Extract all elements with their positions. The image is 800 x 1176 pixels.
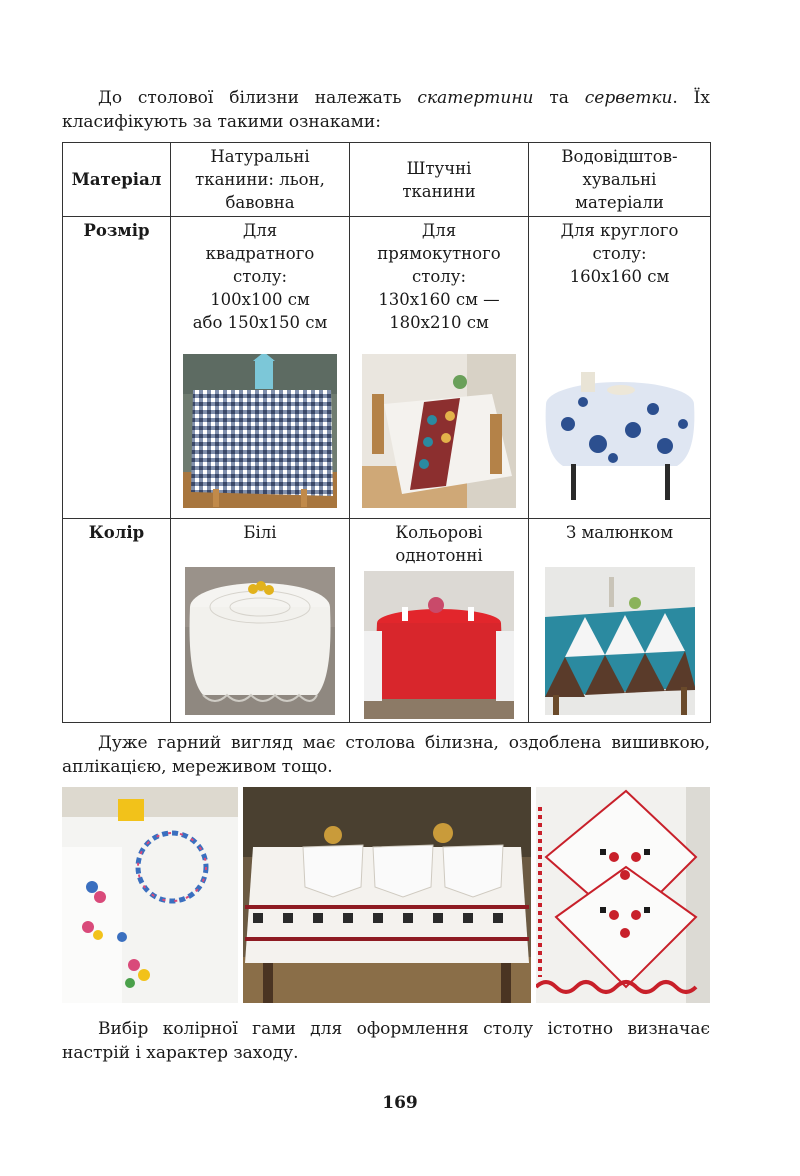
size-square-line-2: квадратного bbox=[205, 244, 315, 263]
color-choice-paragraph-text: Вибір колірної гами для оформлення столу істотно визначає настрій і характер заходу. bbox=[62, 1019, 710, 1063]
color-patterned-text: З малюнком bbox=[565, 523, 674, 542]
intro-suffix: . Їх класифікують за такими ознаками: bbox=[62, 88, 710, 132]
size-square-line-1: Для bbox=[242, 221, 278, 240]
size-square-line-4: 100х100 см bbox=[210, 290, 310, 309]
patterned-tablecloth-image bbox=[545, 567, 695, 715]
color-row bbox=[63, 519, 711, 723]
color-choice-paragraph bbox=[62, 1017, 710, 1065]
color-white bbox=[171, 519, 350, 723]
size-rect-line-1: Для bbox=[421, 221, 457, 240]
material-waterproof: Водовідштов-хувальні матеріали bbox=[529, 143, 711, 217]
size-label: Розмір bbox=[63, 217, 171, 519]
color-patterned bbox=[529, 519, 711, 723]
embroidery-paragraph-text: Дуже гарний вигляд має столова білизна, оздоблена вишивкою, аплікацією, мереживом тощо. bbox=[62, 733, 710, 777]
runner-tablecloth-image bbox=[362, 354, 516, 508]
size-rect-line-5: 180х210 см bbox=[389, 313, 489, 332]
embroidered-table-photo bbox=[243, 787, 531, 1003]
size-square bbox=[171, 217, 350, 519]
size-round-line-1: Для круглого bbox=[560, 221, 679, 240]
floral-round-tablecloth-image bbox=[543, 354, 697, 508]
material-synthetic: Штучні тканини bbox=[350, 143, 529, 217]
embroidery-paragraph bbox=[62, 731, 710, 779]
size-round-line-3: 160х160 см bbox=[569, 267, 670, 286]
color-solid-text: Кольорові однотонні bbox=[395, 523, 483, 565]
size-rect-line-2: прямокутного bbox=[377, 244, 501, 263]
intro-italic-tablecloths: скатертини bbox=[417, 88, 534, 108]
embroidered-napkins-photo bbox=[62, 787, 238, 1003]
color-solid bbox=[350, 519, 529, 723]
white-lace-tablecloth-image bbox=[185, 567, 335, 715]
intro-paragraph bbox=[62, 86, 710, 134]
color-label: Колір bbox=[63, 519, 171, 723]
cross-stitch-napkin-photo bbox=[536, 787, 710, 1003]
size-square-line-3: столу: bbox=[232, 267, 288, 286]
size-round bbox=[529, 217, 711, 519]
size-row bbox=[63, 217, 711, 519]
material-row bbox=[63, 143, 711, 217]
size-round-line-2: столу: bbox=[592, 244, 647, 263]
intro-italic-napkins: серветки bbox=[584, 88, 673, 108]
material-natural: Натуральні тканини: льон, бавовна bbox=[171, 143, 350, 217]
material-label: Матеріал bbox=[63, 143, 171, 217]
red-round-tablecloth-image bbox=[364, 571, 514, 719]
size-rectangular bbox=[350, 217, 529, 519]
intro-prefix: До столової білизни належать bbox=[98, 88, 418, 108]
size-rect-line-3: столу: bbox=[411, 267, 467, 286]
size-square-line-5: або 150х150 см bbox=[192, 313, 328, 332]
page-number: 169 bbox=[382, 1093, 418, 1113]
classification-table bbox=[62, 142, 711, 723]
size-rect-line-4: 130х160 см — bbox=[378, 290, 500, 309]
color-white-text: Білі bbox=[243, 523, 277, 542]
gingham-tablecloth-image bbox=[183, 354, 337, 508]
intro-middle: та bbox=[533, 88, 585, 108]
